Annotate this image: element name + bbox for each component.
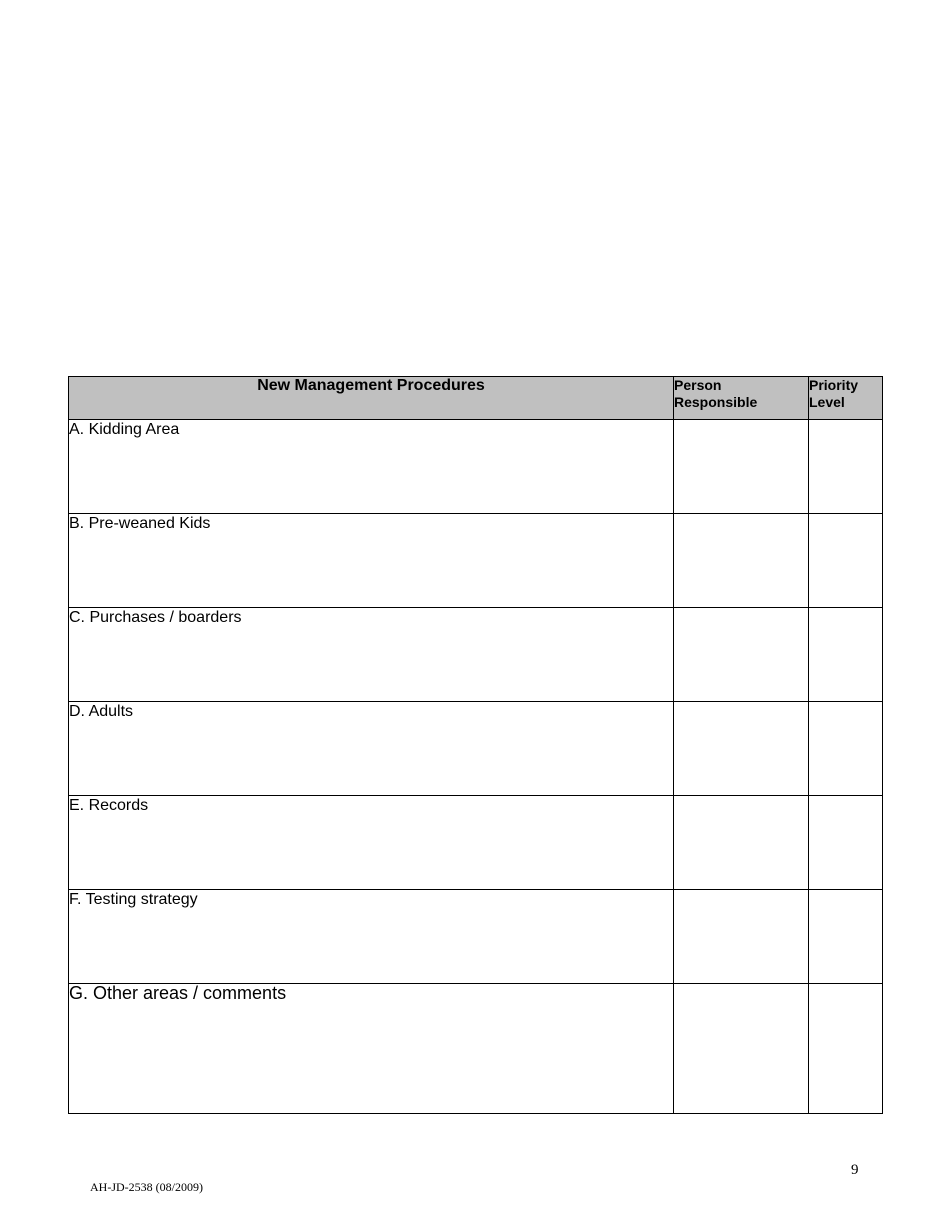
row-label: E. Records <box>69 796 674 890</box>
header-person-responsible <box>674 377 809 420</box>
row-label: G. Other areas / comments <box>69 984 674 1114</box>
header-priority-level <box>809 377 883 420</box>
header-person-line1: Person <box>674 377 722 393</box>
row-label: D. Adults <box>69 702 674 796</box>
priority-level-cell[interactable] <box>809 796 883 890</box>
priority-level-cell[interactable] <box>809 420 883 514</box>
person-responsible-cell[interactable] <box>674 796 809 890</box>
row-label: A. Kidding Area <box>69 420 674 514</box>
table-row-pre-weaned-kids <box>69 514 883 608</box>
row-label: C. Purchases / boarders <box>69 608 674 702</box>
person-responsible-cell[interactable] <box>674 702 809 796</box>
priority-level-cell[interactable] <box>809 702 883 796</box>
row-label: F. Testing strategy <box>69 890 674 984</box>
header-priority-line2: Level <box>809 394 845 410</box>
header-procedures-label: New Management Procedures <box>257 377 485 394</box>
form-code: AH-JD-2538 (08/2009) <box>90 1180 203 1194</box>
person-responsible-cell[interactable] <box>674 608 809 702</box>
table-row-records <box>69 796 883 890</box>
person-responsible-cell[interactable] <box>674 514 809 608</box>
management-procedures-table <box>68 376 883 1114</box>
table-row-kidding-area <box>69 420 883 514</box>
table-row-adults <box>69 702 883 796</box>
table-row-testing-strategy <box>69 890 883 984</box>
person-responsible-cell[interactable] <box>674 890 809 984</box>
priority-level-cell[interactable] <box>809 984 883 1114</box>
header-priority-line1: Priority <box>809 377 859 393</box>
person-responsible-cell[interactable] <box>674 420 809 514</box>
row-label: B. Pre-weaned Kids <box>69 514 674 608</box>
page-number: 9 <box>851 1162 859 1178</box>
person-responsible-cell[interactable] <box>674 984 809 1114</box>
priority-level-cell[interactable] <box>809 514 883 608</box>
table-row-purchases-boarders <box>69 608 883 702</box>
table-row-other-areas-comments <box>69 984 883 1114</box>
priority-level-cell[interactable] <box>809 608 883 702</box>
table-header-row <box>69 377 883 420</box>
priority-level-cell[interactable] <box>809 890 883 984</box>
header-person-line2: Responsible <box>674 394 758 410</box>
header-procedures <box>69 377 674 420</box>
